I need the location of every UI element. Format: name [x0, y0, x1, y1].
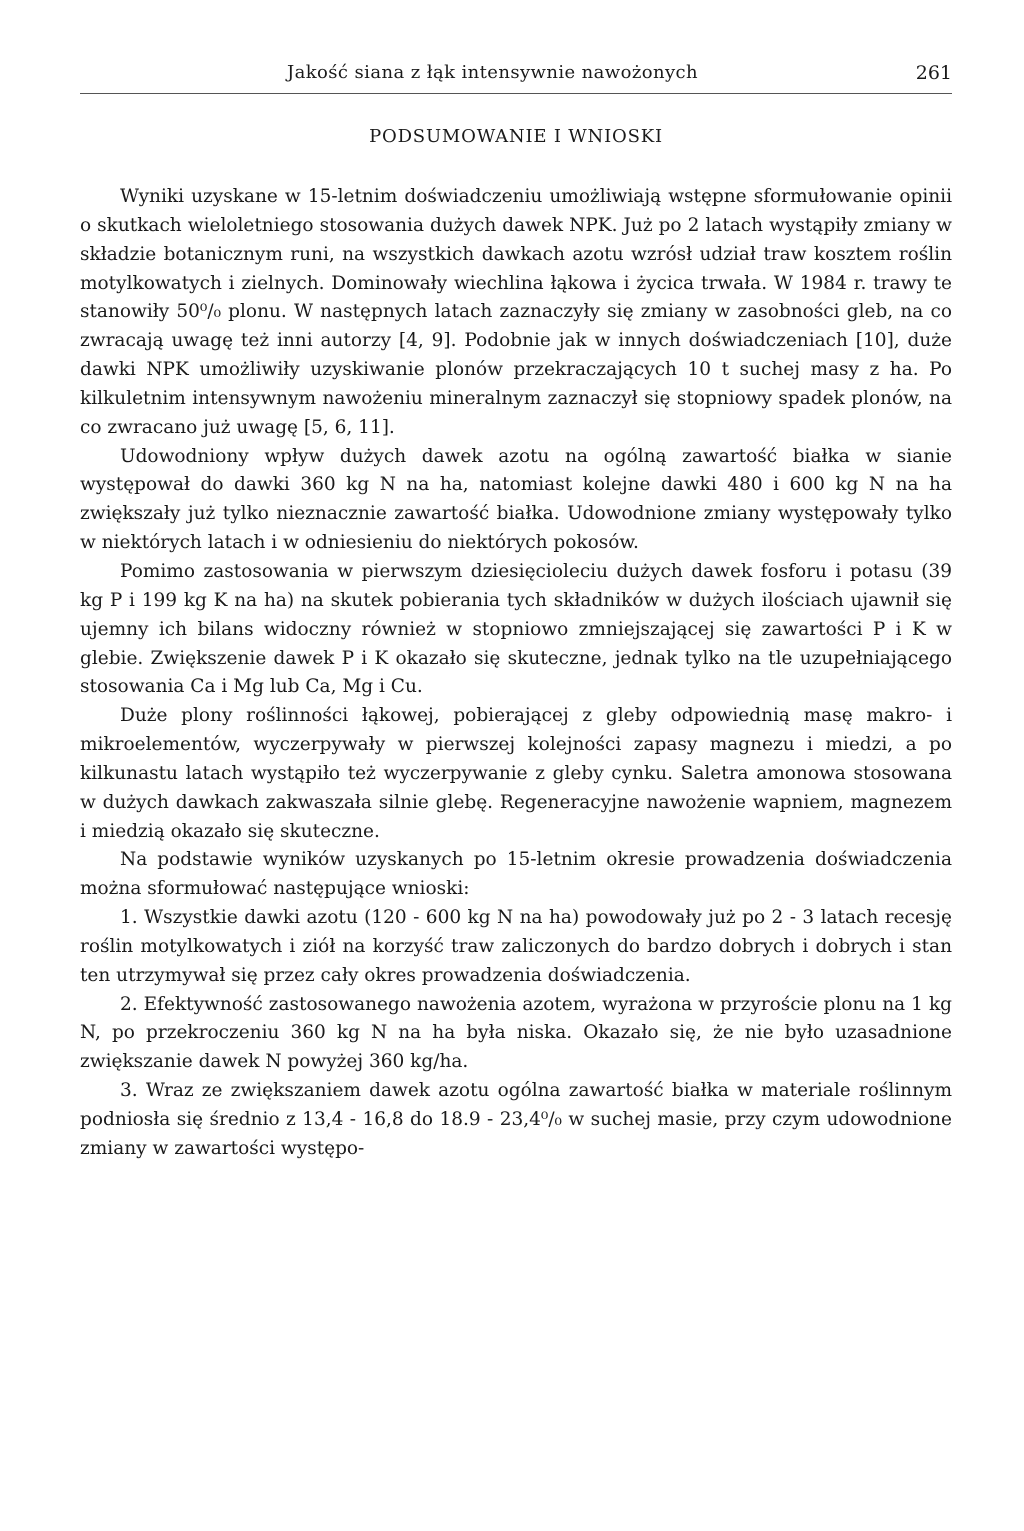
header-rule: [80, 93, 952, 94]
conclusion-item: 1. Wszystkie dawki azotu (120 - 600 kg N na ha) powodowały już po 2 - 3 latach recesję roślin motylkowatych i ziół na korzyść traw zaliczonych do bardzo dobrych i dobrych i stan ten utrzymywał się przez cały okres prowadzenia doświadczenia.: [80, 907, 952, 986]
page: [80, 62, 952, 1164]
paragraph: Wyniki uzyskane w 15-letnim doświadczeniu umożliwiają wstępne sformułowanie opinii o skutkach wieloletniego stosowania dużych dawek NPK. Już po 2 latach wystąpiły zmiany w składzie botanicznym runi, na wszystkich dawkach azotu wzrósł udział traw kosztem roślin motylkowatych i zielnych. Dominowały wiechlina łąkowa i życica trwała. W 1984 r. trawy te stanowiły 50⁰/₀ plonu. W następnych latach zaznaczyły się zmiany w zasobności gleb, na co zwracają uwagę też inni autorzy [4, 9]. Podobnie jak w innych doświadczeniach [10], duże dawki NPK umożliwiły uzyskiwanie plonów przekraczających 10 t suchej masy z ha. Po kilkuletnim intensywnym nawożeniu mineralnym zaznaczył się stopniowy spadek plonów, na co zwracano już uwagę [5, 6, 11].: [80, 186, 952, 438]
conclusion-item: 3. Wraz ze zwiększaniem dawek azotu ogólna zawartość białka w materiale roślinnym podniosła się średnio z 13,4 - 16,8 do 18.9 - 23,4⁰/₀ w suchej masie, przy czym udowodnione zmiany w zawartości występo-: [80, 1080, 952, 1159]
running-header: [80, 62, 952, 94]
paragraph: Udowodniony wpływ dużych dawek azotu na ogólną zawartość białka w sianie występował do dawki 360 kg N na ha, natomiast kolejne dawki 480 i 600 kg N na ha zwiększały już tylko nieznacznie zawartość białka. Udowodnione zmiany występowały tylko w niektórych latach i w odniesieniu do niektórych pokosów.: [80, 445, 952, 554]
conclusion-item: 2. Efektywność zastosowanego nawożenia azotem, wyrażona w przyroście plonu na 1 kg N, po przekroczeniu 360 kg N na ha była niska. Okazało się, że nie było uzasadnione zwiększanie dawek N powyżej 360 kg/ha.: [80, 993, 952, 1073]
page-number: 261: [915, 62, 952, 84]
body-text: [80, 183, 952, 1164]
paragraph: Pomimo zastosowania w pierwszym dziesięcioleciu dużych dawek fosforu i potasu (39 kg P i 199 kg K na ha) na skutek pobierania tych składników w dużych ilościach ujawnił się ujemny ich bilans widoczny również w stopniowo zmniejszającej się zawartości P i K w glebie. Zwiększenie dawek P i K okazało się skuteczne, jednak tylko na tle uzupełniającego stosowania Ca i Mg lub Ca, Mg i Cu.: [80, 560, 952, 698]
section-title: PODSUMOWANIE I WNIOSKI: [369, 126, 663, 147]
paragraph: Na podstawie wyników uzyskanych po 15-letnim okresie prowadzenia doświadczenia można sformułować następujące wnioski:: [80, 849, 952, 900]
paragraph: Duże plony roślinności łąkowej, pobierającej z gleby odpowiednią masę makro- i mikroelementów, wyczerpywały w pierwszej kolejności zapasy magnezu i miedzi, a po kilkunastu latach wystąpiło też wyczerpywanie z gleby cynku. Saletra amonowa stosowana w dużych dawkach zakwaszała silnie glebę. Regeneracyjne nawożenie wapniem, magnezem i miedzią okazało się skuteczne.: [80, 705, 952, 842]
running-title: Jakość siana z łąk intensywnie nawożonych: [287, 62, 698, 83]
